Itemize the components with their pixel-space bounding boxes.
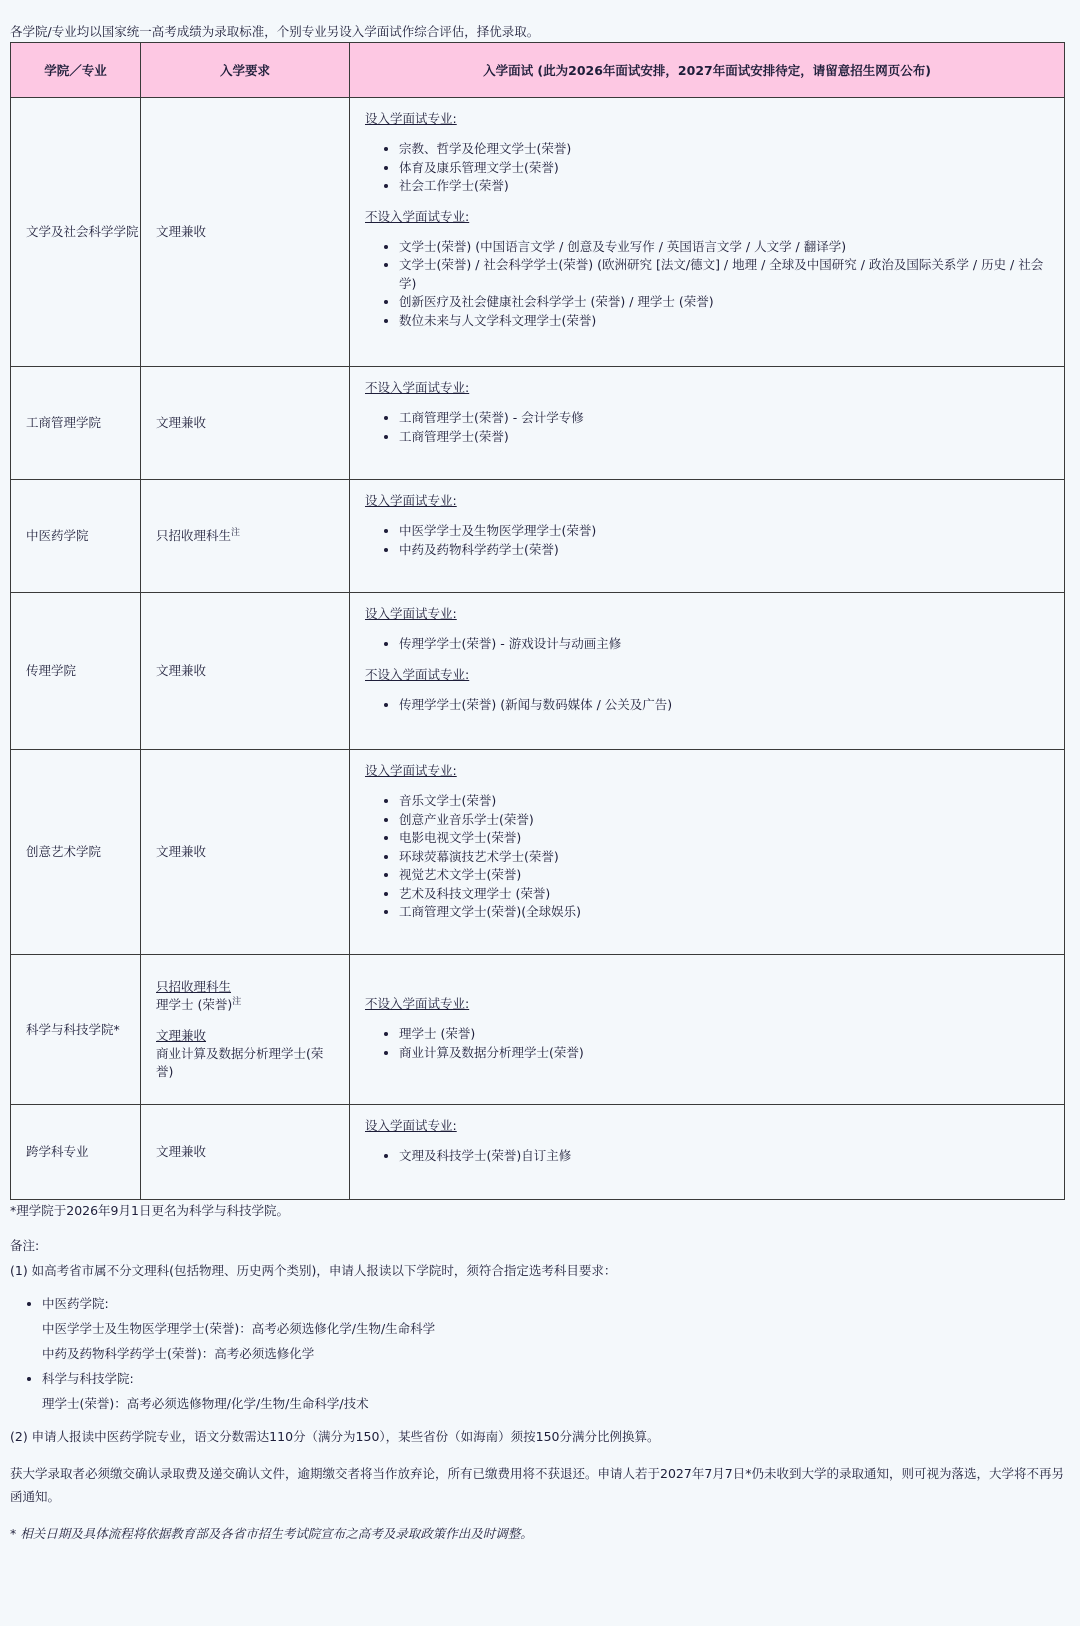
interview-cell (350, 98, 1065, 367)
intro-text: 各学院/专业均以国家统一高考成绩为录取标准，个别专业另设入学面试作综合评估，择优录取。 (10, 23, 540, 39)
interview-cell (350, 1105, 1065, 1200)
without-interview-label: 不设入学面试专业: (365, 208, 470, 224)
list-item: • 文学士(荣誉) (中国语言文学 / 创意及专业写作 / 英国语言文学 / 人文学 / 翻译学) (399, 238, 1054, 257)
list-item: • 社会工作学士(荣誉) (399, 177, 1054, 196)
interview-cell (350, 480, 1065, 593)
faculty-cell: 中医药学院 (11, 480, 141, 593)
program-list (365, 522, 1054, 559)
header-requirement: 入学要求 (141, 43, 350, 98)
faculty-cell: 文学及社会科学学院 (11, 98, 141, 367)
list-item: • 中医学学士及生物医学理学士(荣誉) (399, 522, 1054, 541)
interview-cell (350, 750, 1065, 955)
list-item: • 工商管理学士(荣誉) - 会计学专修 (399, 409, 1054, 428)
requirement-cell (141, 480, 350, 593)
note-mark: 注 (231, 528, 241, 538)
req-science-label: 只招收理科生 (156, 979, 232, 994)
table-row (11, 750, 1065, 955)
list-item: • 艺术及科技文理学士 (荣誉) (399, 885, 1054, 904)
list-item: • 中药及药物科学药学士(荣誉) (399, 541, 1054, 560)
list-item: • 环球荧幕演技艺术学士(荣誉) (399, 848, 1054, 867)
list-item: • 数位未来与人文学科文理学士(荣誉) (399, 312, 1054, 331)
notes-list (10, 1291, 1064, 1416)
list-item: • 体育及康乐管理文学士(荣誉) (399, 159, 1054, 178)
note-2: (2) 申请人报读中医药学院专业，语文分数需达110分（满分为150），某些省份（如海南）须按150分满分比例换算。 (10, 1429, 660, 1444)
list-item: • 工商管理文学士(荣誉)(全球娱乐) (399, 903, 1054, 922)
interview-cell (350, 593, 1065, 750)
program-list (365, 696, 1054, 715)
list-item: • 音乐文学士(荣誉) (399, 792, 1054, 811)
table-row (11, 367, 1065, 480)
table-row (11, 480, 1065, 593)
program-list (365, 1025, 1054, 1062)
requirement-cell: 文理兼收 (141, 98, 350, 367)
list-item: • 创意产业音乐学士(荣誉) (399, 811, 1054, 830)
list-item: • 电影电视文学士(荣誉) (399, 829, 1054, 848)
list-item: • 理学士 (荣誉) (399, 1025, 1054, 1044)
disclaimer-text: * 相关日期及具体流程将依据教育部及各省市招生考试院宣布之高考及录取政策作出及时调整。 (10, 1526, 533, 1541)
list-item: • 传理学学士(荣誉) (新闻与数码媒体 / 公关及广告) (399, 696, 1054, 715)
program-list (365, 1147, 1054, 1166)
with-interview-label: 设入学面试专业: (365, 606, 457, 621)
requirement-cell: 文理兼收 (141, 1105, 350, 1200)
note-1: (1) 如高考省市属不分文理科(包括物理、历史两个类别)，申请人报读以下学院时，须符合指定选考科目要求： (10, 1263, 617, 1278)
list-item: • 文理及科技学士(荣誉)自订主修 (399, 1147, 1054, 1166)
requirement-cell (141, 955, 350, 1105)
requirement-cell: 文理兼收 (141, 750, 350, 955)
with-interview-label: 设入学面试专业: (365, 1118, 457, 1133)
program-list (365, 635, 1054, 654)
notes-label: 备注: (10, 1238, 40, 1253)
with-interview-label: 设入学面试专业: (365, 763, 457, 778)
with-interview-label: 设入学面试专业: (365, 493, 457, 508)
program-list (365, 238, 1054, 331)
note-sci-line-1: 理学士(荣誉)：高考必须选修物理/化学/生物/生命科学/技术 (42, 1396, 369, 1411)
note-mark: 注 (232, 997, 242, 1007)
requirement-cell: 文理兼收 (141, 367, 350, 480)
program-list (365, 409, 1054, 446)
note-tcm-line-2: 中药及药物科学药学士(荣誉)：高考必须选修化学 (42, 1346, 315, 1361)
note-tcm-title: • 中医药学院: (42, 1296, 109, 1311)
footnote: *理学院于2026年9月1日更名为科学与科技学院。 (10, 1203, 289, 1218)
req-both-label: 文理兼收 (156, 1028, 207, 1043)
table-row (11, 955, 1065, 1105)
list-item: • 创新医疗及社会健康社会科学学士 (荣誉) / 理学士 (荣誉) (399, 293, 1054, 312)
req-science-program: 理学士 (荣誉)$^注$ (156, 997, 242, 1012)
list-item: • 视觉艺术文学士(荣誉) (399, 866, 1054, 885)
requirement-cell: 文理兼收 (141, 593, 350, 750)
interview-cell (350, 367, 1065, 480)
table-row (11, 98, 1065, 367)
table-header-row (11, 43, 1065, 98)
faculty-cell: 跨学科专业 (11, 1105, 141, 1200)
list-item: • 工商管理学士(荣誉) (399, 428, 1054, 447)
acceptance-text: 获大学录取者必须缴交确认录取费及递交确认文件，逾期缴交者将当作放弃论，所有已缴费用将不获退还。申请人若于2027年7月7日*仍未收到大学的录取通知，则可视为落选，大学将不再另函通知。 (10, 1466, 1064, 1504)
interview-cell (350, 955, 1065, 1105)
header-interview: 入学面试 (此为2026年面试安排，2027年面试安排待定，请留意招生网页公布) (350, 43, 1065, 98)
notes-section (10, 1203, 1064, 1542)
list-item: • 商业计算及数据分析理学士(荣誉) (399, 1044, 1054, 1063)
program-list (365, 792, 1054, 922)
list-item: • 传理学学士(荣誉) - 游戏设计与动画主修 (399, 635, 1054, 654)
faculty-cell: 科学与科技学院* (11, 955, 141, 1105)
with-interview-label: 设入学面试专业: (365, 111, 457, 126)
requirement-text: 只招收理科生 (156, 528, 232, 543)
list-item: • 宗教、哲学及伦理文学士(荣誉) (399, 140, 1054, 159)
program-list (365, 140, 1054, 196)
admission-table (10, 42, 1065, 1200)
faculty-cell: 传理学院 (11, 593, 141, 750)
list-item (42, 1366, 1064, 1416)
list-item (42, 1291, 1064, 1366)
header-faculty: 学院／专业 (11, 43, 141, 98)
without-interview-label: 不设入学面试专业: (365, 380, 470, 395)
faculty-cell: 创意艺术学院 (11, 750, 141, 955)
note-sci-title: • 科学与科技学院: (42, 1371, 134, 1386)
note-tcm-line-1: 中医学学士及生物医学理学士(荣誉)：高考必须选修化学/生物/生命科学 (42, 1321, 436, 1336)
req-both-program: 商业计算及数据分析理学士(荣誉) (156, 1046, 324, 1079)
table-row (11, 1105, 1065, 1200)
without-interview-label: 不设入学面试专业: (365, 996, 470, 1011)
table-row (11, 593, 1065, 750)
list-item: • 文学士(荣誉) / 社会科学学士(荣誉) (欧洲研究 [法文/德文] / 地理 / 全球及中国研究 / 政治及国际关系学 / 历史 / 社会学) (399, 256, 1054, 293)
faculty-cell: 工商管理学院 (11, 367, 141, 480)
without-interview-label: 不设入学面试专业: (365, 666, 470, 682)
